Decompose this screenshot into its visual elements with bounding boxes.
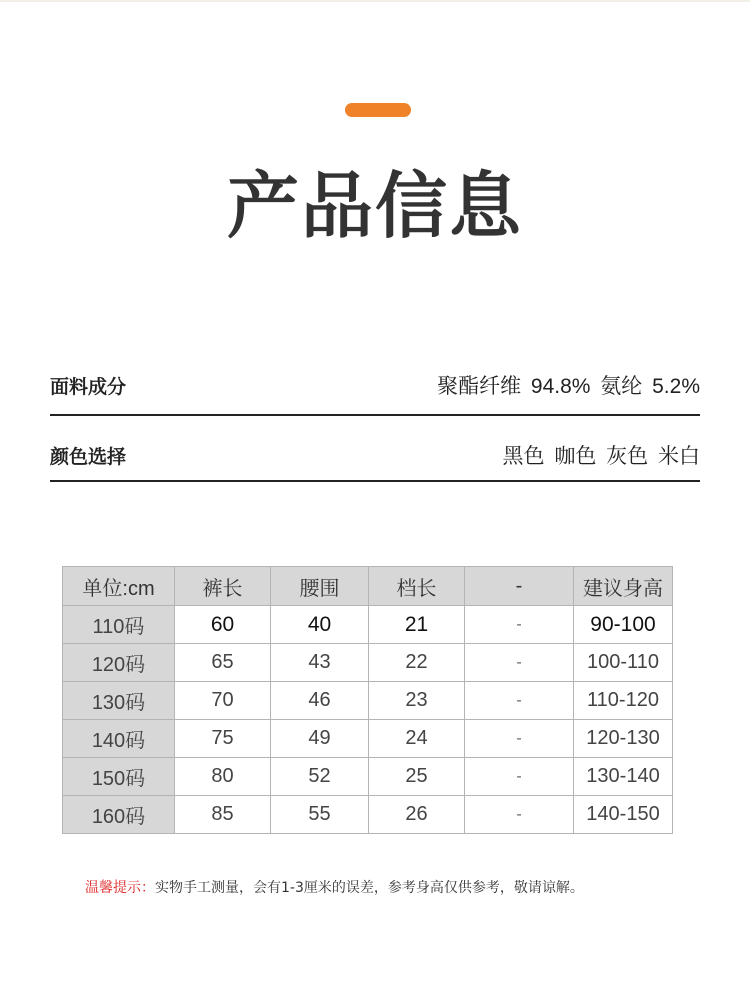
height-cell: 130-140 (574, 758, 673, 796)
height-cell: 110-120 (574, 682, 673, 720)
accent-bar (345, 103, 411, 117)
header-length: 裤长 (175, 567, 271, 606)
table-row (63, 644, 673, 682)
length-cell: 80 (175, 758, 271, 796)
color-label: 颜色选择 (50, 445, 127, 468)
size-cell: 150码 (63, 758, 175, 796)
waist-cell: 52 (271, 758, 369, 796)
length-cell: 85 (175, 796, 271, 834)
table-header-row (63, 567, 673, 606)
color-value: 黑色 咖色 灰色 米白 (502, 445, 700, 468)
waist-cell: 40 (271, 606, 369, 644)
color-row (50, 435, 700, 475)
rise-cell: 25 (369, 758, 465, 796)
top-divider (0, 0, 750, 2)
size-cell: 160码 (63, 796, 175, 834)
page-title: 产品信息 (226, 164, 523, 248)
header-unit: 单位:cm (63, 567, 175, 606)
size-cell: 110码 (63, 606, 175, 644)
fabric-label: 面料成分 (50, 375, 127, 398)
height-cell: 90-100 (574, 606, 673, 644)
length-cell: 70 (175, 682, 271, 720)
table-row (63, 720, 673, 758)
dash-cell: - (465, 720, 574, 758)
note-text: 实物手工测量，会有1-3厘米的误差，参考身高仅供参考，敬请谅解。 (155, 880, 584, 896)
rise-cell: 24 (369, 720, 465, 758)
height-cell: 120-130 (574, 720, 673, 758)
dash-cell: - (465, 606, 574, 644)
header-height: 建议身高 (574, 567, 673, 606)
color-divider (50, 480, 700, 482)
waist-cell: 46 (271, 682, 369, 720)
dash-cell: - (465, 796, 574, 834)
dash-cell: - (465, 644, 574, 682)
size-cell: 130码 (63, 682, 175, 720)
length-cell: 60 (175, 606, 271, 644)
waist-cell: 49 (271, 720, 369, 758)
size-table (62, 566, 673, 834)
waist-cell: 43 (271, 644, 369, 682)
header-rise: 档长 (369, 567, 465, 606)
table-row (63, 606, 673, 644)
dash-cell: - (465, 682, 574, 720)
size-cell: 120码 (63, 644, 175, 682)
height-cell: 140-150 (574, 796, 673, 834)
table-row (63, 758, 673, 796)
size-note (85, 877, 705, 897)
height-cell: 100-110 (574, 644, 673, 682)
rise-cell: 23 (369, 682, 465, 720)
fabric-row (50, 365, 700, 405)
header-waist: 腰围 (271, 567, 369, 606)
table-row (63, 682, 673, 720)
size-cell: 140码 (63, 720, 175, 758)
length-cell: 75 (175, 720, 271, 758)
table-row (63, 796, 673, 834)
dash-cell: - (465, 758, 574, 796)
rise-cell: 26 (369, 796, 465, 834)
length-cell: 65 (175, 644, 271, 682)
waist-cell: 55 (271, 796, 369, 834)
note-prefix: 温馨提示： (85, 880, 155, 896)
rise-cell: 22 (369, 644, 465, 682)
rise-cell: 21 (369, 606, 465, 644)
fabric-divider (50, 414, 700, 416)
header-dash: - (465, 567, 574, 606)
fabric-value: 聚酯纤维 94.8% 氨纶 5.2% (437, 375, 700, 398)
